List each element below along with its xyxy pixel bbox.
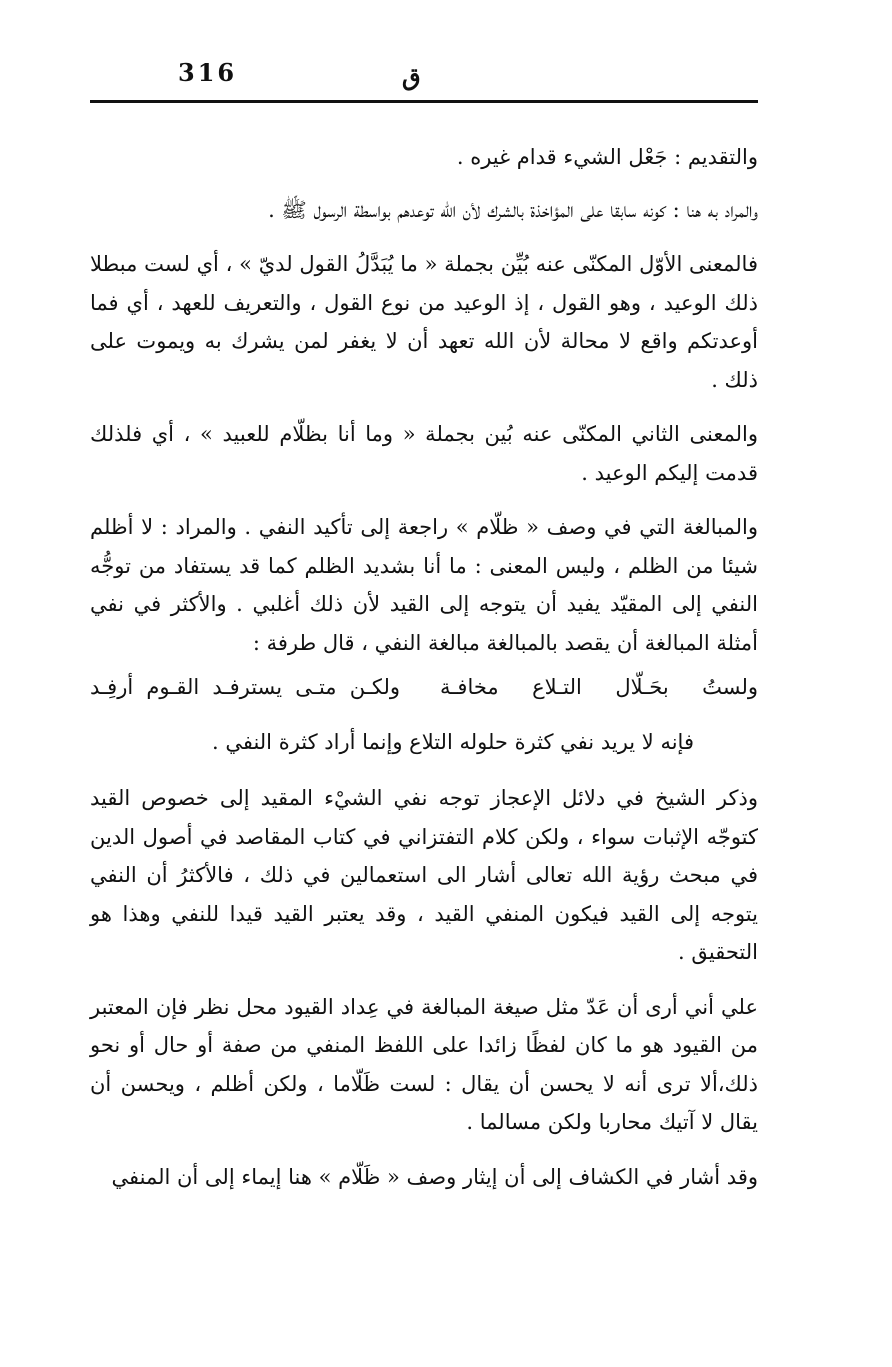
verse-first-hemistich: ولستُ بحَـلّال التـلاع مخافـة	[440, 675, 758, 699]
page-header	[90, 58, 758, 100]
paragraph: وذكر الشيخ في دلائل الإعجاز توجه نفي الشيْء المقيد إلى خصوص القيد كتوجّه الإثبات سواء ، ولكن كلام التفتزاني في كتاب المقاصد في أصول الدين في مبحث رؤية الله تعالى أشار الى استعمالين في ذلك ، فالأكثرُ أن النفي يتوجه إلى القيد فيكون المنفي القيد ، وقد يعتبر القيد قيدا للنفي وهذا هو التحقيق .	[90, 786, 758, 964]
page-number: 316	[178, 58, 238, 87]
verse-second-hemistich: ولكـن متـى يسترفـد القـوم أرفِـد	[90, 675, 400, 699]
body-text	[90, 138, 758, 1212]
verse-commentary: فإنه لا يريد نفي كثرة حلوله التلاع وإنما أراد كثرة النفي .	[211, 729, 694, 754]
header-rule	[90, 100, 758, 103]
paragraph: والتقديم : جَعْل الشيء قدام غيره .	[456, 145, 758, 169]
paragraph: علي أني أرى أن عَدّ مثل صيغة المبالغة في عِداد القيود محل نظر فإن المعتبر من القيود هو ما كان لفظًا زائدا على اللفظ المنفي من صفة أو حال أو نحو ذلك،ألا ترى أنه لا يحسن أن يقال : لست ظَلّاما ، ولكن أظلم ، ويحسن أن يقال لا آتيك محاربا ولكن مسالما .	[90, 994, 758, 1134]
paragraph: والمراد به هنا : كونه سابقا على المؤاخذة بالشرك لأن الله توعدهم بواسطة الرسول ﷺ .	[268, 197, 758, 222]
running-head: ق	[402, 62, 421, 91]
paragraph: وقد أشار في الكشاف إلى أن إيثار وصف « ظَلّام » هنا إيماء إلى أن المنفي	[111, 1164, 758, 1189]
paragraph: والمعنى الثاني المكنّى عنه بُين بجملة « وما أنا بظلّام للعبيد » ، أي فلذلك قدمت إليكم الوعيد .	[90, 422, 758, 485]
poetry-verse	[90, 668, 758, 707]
paragraph: فالمعنى الأوّل المكنّى عنه بُيِّن بجملة « ما يُبَدَّلُ القول لديّ » ، أي لست مبطلا ذلك الوعيد ، وهو القول ، إذ الوعيد من نوع القول ، والتعريف للعهد ، أي فما أوعدتكم واقع لا محالة لأن الله تعهد أن لا يغفر لمن يشرك به ويموت على ذلك .	[90, 252, 758, 392]
paragraph: والمبالغة التي في وصف « ظلّام » راجعة إلى تأكيد النفي . والمراد : لا أظلم شيئا من الظلم ، وليس المعنى : ما أنا بشديد الظلم كما قد يستفاد من توجُّه النفي إلى المقيّد يفيد أن يتوجه إلى القيد لأن ذلك أغلبي . والأكثر في نفي أمثلة المبالغة أن يقصد بالمبالغة مبالغة النفي ، قال طرفة :	[90, 515, 758, 655]
